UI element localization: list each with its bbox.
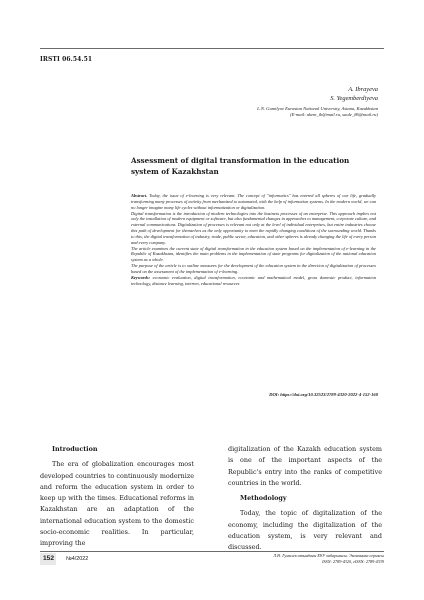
authors-block xyxy=(330,86,378,103)
affiliation-email: (E-mail: akem_ib@mail.ru, saule_86@mail.ru) xyxy=(290,112,378,117)
author-1: A. Ibrayeva xyxy=(348,86,378,93)
abstract-block xyxy=(131,193,376,287)
methodology-heading: Methodology xyxy=(240,494,287,503)
affiliation-institution: L.N. Gumilyov Eurasian National University, Astana, Kazakhstan xyxy=(257,106,378,111)
keywords-text: economic evaluation, digital transformation, economic and mathematical model, gross domestic product, information technology, distance learning, internet, educational resources xyxy=(131,274,376,286)
abstract-paragraph-1 xyxy=(131,193,376,211)
abstract-text-1: Today, the issue of e-learning is very relevant. The concept of "informatics" has entered all spheres of our life, gradually transforming many processes of activity from mechanized to automated, with the help of information systems. In the modern world, we can no longer imagine many life cycles without informatization or digitalization. xyxy=(131,193,376,210)
abstract-label: Abstract. xyxy=(131,193,148,198)
keywords-paragraph xyxy=(131,275,376,287)
abstract-paragraph-2: Digital transformation is the introduction of modern technologies into the business processes of an enterprise. This approach implies not only the installation of modern equipment or software, but also fundamental changes in approaches to management, corporate culture, and external communications. Digitalization of processes is relevant not only at the level of individual enterprises, but entire industries choose this path of development for themselves as the only opportunity to meet the rapidly changing conditions of the surrounding world. Thanks to this, the digital transformation of industry, trade, public sector, education, and other spheres is already changing the life of every person and every company. xyxy=(131,210,376,245)
body-column-left xyxy=(40,444,194,550)
abstract-paragraph-3: The article examines the current state of digital transformation in the education system based on the implementation of e-learning in the Republic of Kazakhstan, identifies the main problems in the implementation of state programs for digitalization of the national education system as a whole. xyxy=(131,245,376,263)
article-title: Assessment of digital transformation in the education system of Kazakhstan xyxy=(131,156,350,176)
introduction-paragraph: The era of globalization encourages most developed countries to continuously modernize and reform the education system in order to keep up with the times. Educational reforms in Kazakhstan are an adaptation of the international education system to the domestic socio-economic realities. In particular, improving the xyxy=(40,460,194,548)
header-rule xyxy=(40,48,384,49)
author-2: S. Yegemberdiyeva xyxy=(330,94,378,102)
irsti-code: IRSTI 06.54.51 xyxy=(40,56,93,63)
introduction-heading: Introduction xyxy=(52,445,98,453)
right-paragraph-1: digitalization of the Kazakh education system is one of the important aspects of the Republic's entry into the ranks of competitive countries in the world. xyxy=(228,445,382,487)
journal-info xyxy=(273,553,384,565)
journal-issn: ISSN: 2789-4320, eISSN: 2789-4339 xyxy=(322,559,384,564)
page-number: 152 xyxy=(43,555,55,562)
journal-name: Л.Н. Гумилев атындағы ЕҰУ хабаршысы. Экономика сериясы xyxy=(273,553,384,558)
right-paragraph-2: Today, the topic of digitalization of the economy, including the digitalization of the education system, is very relevant and discussed. xyxy=(228,509,382,552)
affiliation-block xyxy=(257,106,378,118)
doi-link[interactable] xyxy=(269,392,378,397)
abstract-paragraph-4: The purpose of the article is to outline measures for the development of the education system in the direction of digitalization of processes based on the assessment of the implementation of e-learning. xyxy=(131,263,376,274)
issue-number: №4/2022 xyxy=(66,556,89,562)
doi-text[interactable]: DOI: https://doi.org/10.32523/2789-4320-2022-4-152-160 xyxy=(269,392,378,397)
footer-rule xyxy=(40,551,384,552)
body-column-right xyxy=(228,444,382,554)
keywords-label: Keywords: xyxy=(131,274,151,280)
